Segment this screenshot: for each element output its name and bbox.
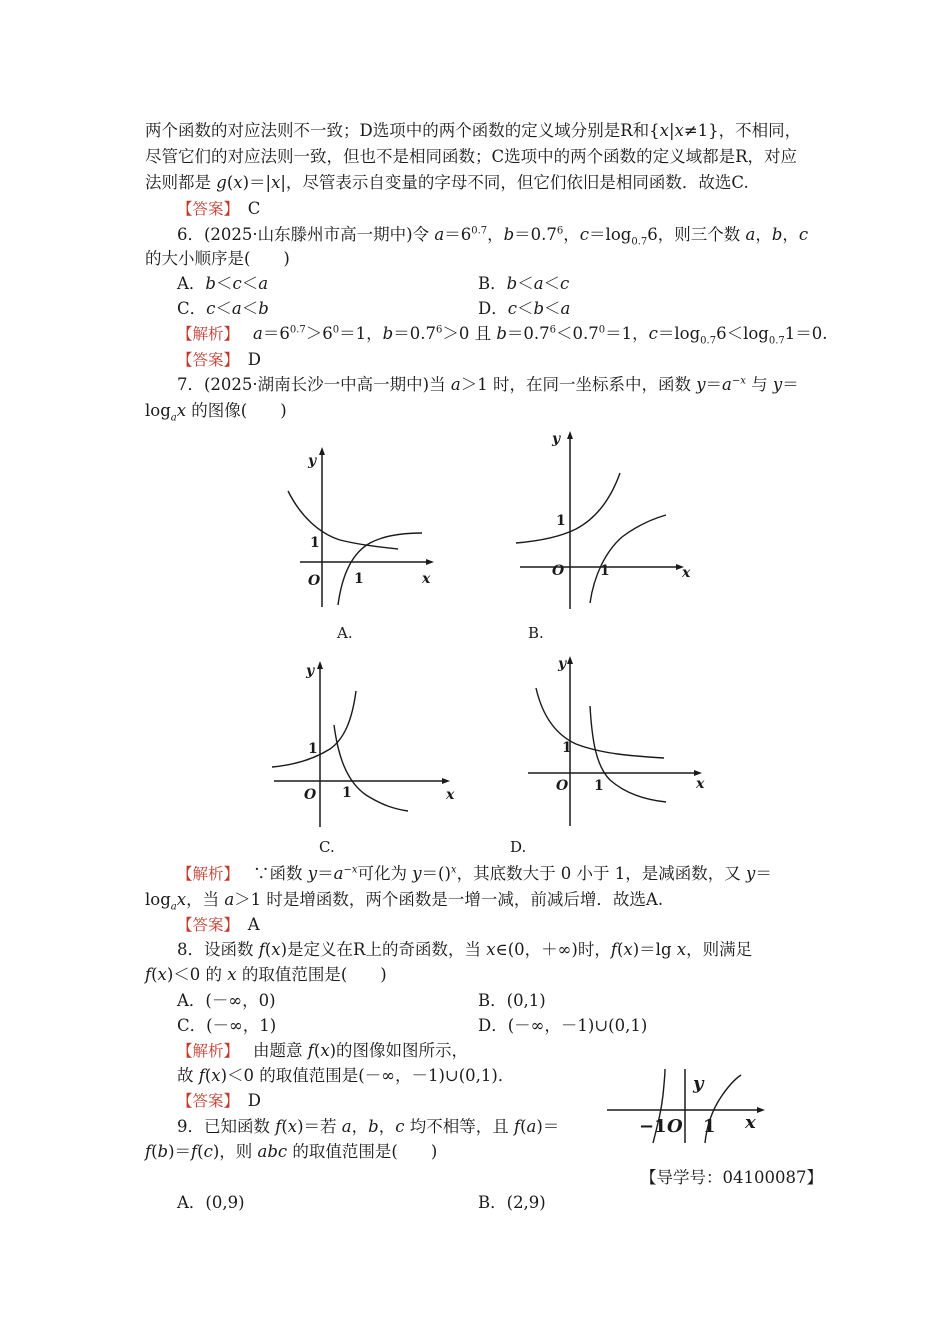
- svg-text:1: 1: [556, 513, 566, 529]
- log-curve: [338, 533, 422, 605]
- svg-text:O: O: [667, 1116, 683, 1137]
- q8-option-d: D．(－∞，－1)∪(0,1): [478, 1016, 648, 1035]
- svg-text:x: x: [682, 565, 691, 581]
- svg-text:y: y: [558, 656, 567, 672]
- svg-text:1: 1: [308, 741, 318, 757]
- graph-label-b: B.: [528, 624, 544, 642]
- svg-text:y: y: [552, 431, 561, 447]
- q9-option-b: B．(2,9): [478, 1193, 546, 1212]
- q9-option-a: A．(0,9): [177, 1193, 245, 1212]
- svg-text:O: O: [556, 778, 569, 794]
- q7-graph-a: [280, 445, 450, 615]
- svg-text:1: 1: [310, 535, 320, 551]
- prev-solution-line-2: 尽管它们的对应法则一致，但也不是相同函数；C选项中的两个函数的定义域都是R，对应: [145, 147, 798, 166]
- svg-text:O: O: [304, 787, 317, 803]
- q7-stem-line-2: $\log_ax$ 的图像( ): [145, 401, 287, 424]
- svg-text:O: O: [308, 573, 321, 589]
- q9-stem-line-2: f(b)＝f(c)，则 abc 的取值范围是( ): [145, 1142, 438, 1161]
- svg-text:1: 1: [354, 571, 364, 587]
- q7-graph-b: [510, 425, 700, 615]
- q6-option-b: B．b＜a＜c: [478, 274, 570, 293]
- solution-tag: 【解析】: [177, 325, 232, 343]
- answer-value: D: [247, 1091, 261, 1110]
- answer-value: C: [247, 199, 261, 218]
- answer-value: A: [247, 915, 260, 934]
- answer-tag: 【答案】: [177, 351, 232, 369]
- log-curve: [590, 515, 666, 603]
- answer-tag: 【答案】: [177, 200, 232, 218]
- solution-tag: 【解析】: [177, 1042, 232, 1060]
- q6-option-d: D．c＜b＜a: [478, 299, 571, 318]
- q9-guide-code: 【导学号：04100087】: [640, 1168, 823, 1187]
- q8-option-c: C．(－∞，1): [177, 1016, 277, 1035]
- q8-stem-line-2: f(x)＜0 的 x 的取值范围是( ): [145, 965, 387, 984]
- graph-label-d: D.: [510, 838, 527, 856]
- solution-tag: 【解析】: [177, 865, 232, 883]
- svg-text:x: x: [696, 776, 705, 792]
- q7-solution-line-1: 【解析】 ∵函数 $y=a^{-x}$可化为 y＝()$^x$，其底数大于 0 小于 1，是减函数，又 y＝: [177, 864, 772, 883]
- prev-solution-line-1: 两个函数的对应法则不一致；D选项中的两个函数的定义域分别是R和{x|x≠1}，不相同，: [145, 121, 802, 140]
- q6-option-c: C．c＜a＜b: [177, 299, 269, 318]
- q8-graph: [605, 1065, 770, 1145]
- svg-text:O: O: [552, 563, 565, 579]
- svg-text:1: 1: [600, 563, 610, 579]
- svg-text:1: 1: [703, 1116, 716, 1137]
- q6-option-a: A．b＜c＜a: [177, 274, 269, 293]
- svg-text:y: y: [693, 1073, 704, 1094]
- graph-label-c: C.: [319, 838, 335, 856]
- exp-growth-curve: [516, 473, 620, 543]
- q6-stem-line-2: 的大小顺序是( ): [145, 249, 290, 268]
- q8-option-b: B．(0,1): [478, 991, 546, 1010]
- prev-solution-line-3: 法则都是 g(x)＝|x|，尽管表示自变量的字母不同，但它们依旧是相同函数．故选C.: [145, 173, 749, 192]
- svg-text:1: 1: [594, 778, 604, 794]
- q6-answer: [177, 349, 261, 371]
- q8-answer: [177, 1090, 261, 1112]
- prev-answer: [177, 198, 260, 220]
- svg-text:y: y: [306, 663, 315, 679]
- q9-stem-line-1: 9．已知函数 f(x)＝若 a，b，c 均不相等，且 f(a)＝: [177, 1117, 560, 1136]
- svg-text:1: 1: [562, 740, 572, 756]
- q7-solution-line-2: $\log_ax$，当 a＞1 时是增函数，两个函数是一增一减，前减后增．故选A.: [145, 890, 664, 913]
- exp-decay-curve: [536, 688, 664, 758]
- answer-tag: 【答案】: [177, 916, 232, 934]
- svg-text:y: y: [308, 453, 317, 469]
- q7-answer: [177, 914, 260, 936]
- q8-stem-line-1: 8．设函数 f(x)是定义在R上的奇函数，当 x∈(0，＋∞)时，f(x)＝lg x，则满足: [177, 940, 753, 959]
- q7-stem-line-1: 7．(2025·湖南长沙一中高一期中)当 a＞1 时，在同一坐标系中，函数 $y=a^{-x}$ 与 y＝: [177, 375, 799, 394]
- q7-graph-c: [270, 655, 460, 835]
- q8-option-a: A．(－∞，0): [177, 991, 276, 1010]
- exp-decay-curve: [288, 491, 398, 549]
- q7-graph-d: [522, 650, 712, 830]
- svg-text:−1: −1: [639, 1116, 667, 1137]
- q8-solution-line-1: 【解析】 由题意 f(x)的图像如图所示，: [177, 1041, 469, 1060]
- svg-text:1: 1: [342, 785, 352, 801]
- q8-solution-line-2: 故 f(x)＜0 的取值范围是(－∞，－1)∪(0,1)．: [177, 1066, 515, 1085]
- graph-label-a: A.: [337, 624, 353, 642]
- svg-text:x: x: [745, 1112, 756, 1133]
- svg-text:x: x: [422, 571, 431, 587]
- answer-tag: 【答案】: [177, 1092, 232, 1110]
- svg-text:x: x: [446, 787, 455, 803]
- q6-stem-line-1: 6．(2025·山东滕州市高一期中)令 $a=6^{0.7}$，$b=0.7^6$，$c=\log_{0.7}6$，则三个数 a，b，c: [177, 225, 809, 248]
- q6-solution: 【解析】 $a=6^{0.7}>6^0=1$，$b=0.7^6>0$ 且 $b=0.7^6<0.7^0=1$，$c=\log_{0.7}6<\log_{0.7}1=0$.: [177, 324, 828, 347]
- answer-value: D: [247, 350, 261, 369]
